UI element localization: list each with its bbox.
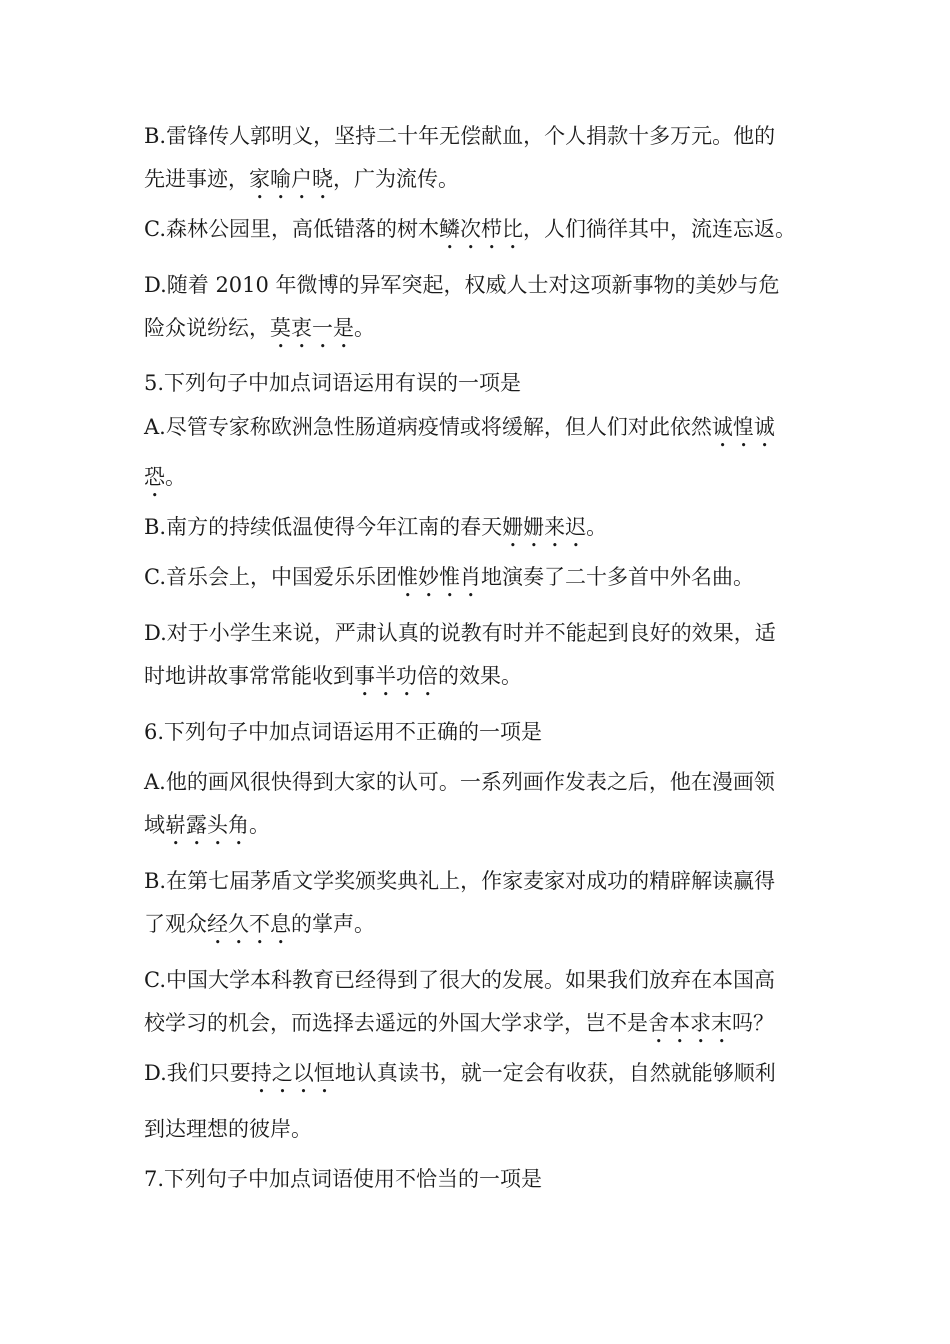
emphasized-idiom: 事半功倍 [354,664,438,688]
text-line: D.对于小学生来说，严肃认真的说教有时并不能起到良好的效果，适 [144,621,776,645]
text-line: C.音乐会上，中国爱乐乐团惟妙惟肖地演奏了二十多首中外名曲。 [144,565,754,589]
text-line: C.中国大学本科教育已经得到了很大的发展。如果我们放弃在本国高 [144,968,775,992]
emphasized-idiom: 家喻户晓 [249,167,333,191]
emphasized-idiom: 恐 [144,465,165,489]
question-heading: 5.下列句子中加点词语运用有误的一项是 [144,371,522,395]
emphasized-idiom: 持之以恒 [250,1061,335,1085]
text-line: D.我们只要持之以恒地认真读书，就一定会有收获，自然就能够顺利 [144,1061,776,1085]
question-heading: 7.下列句子中加点词语使用不恰当的一项是 [144,1167,543,1191]
emphasized-idiom: 舍本求末 [648,1011,732,1035]
emphasized-idiom: 鳞次栉比 [439,217,523,241]
text-line: 先进事迹，家喻户晓，广为流传。 [144,167,459,191]
text-line: B.南方的持续低温使得今年江南的春天姗姗来迟。 [144,515,608,539]
emphasized-idiom: 姗姗来迟 [502,515,587,539]
text-line: 域崭露头角。 [144,813,270,837]
text-line: D.随着 2010 年微博的异军突起，权威人士对这项新事物的美妙与危 [144,273,780,297]
text-line: 时地讲故事常常能收到事半功倍的效果。 [144,664,522,688]
emphasized-idiom: 诚惶诚 [711,415,775,439]
text-line: 险众说纷纭，莫衷一是。 [144,316,375,340]
text-line: C.森林公园里，高低错落的树木鳞次栉比，人们徜徉其中，流连忘返。 [144,217,796,241]
text-line: 了观众经久不息的掌声。 [144,912,375,936]
text-line: 到达理想的彼岸。 [144,1117,312,1141]
text-line: 校学习的机会，而选择去遥远的外国大学求学，岂不是舍本求末吗？ [144,1011,774,1035]
text-line: A.他的画风很快得到大家的认可。一系列画作发表之后，他在漫画领 [144,770,775,794]
emphasized-idiom: 经久不息 [207,912,291,936]
emphasized-idiom: 莫衷一是 [270,316,354,340]
text-line: B.雷锋传人郭明义，坚持二十年无偿献血，个人捐款十多万元。他的 [144,124,776,148]
emphasized-idiom: 惟妙惟肖 [397,565,481,589]
text-line: 恐。 [144,465,186,489]
text-line: B.在第七届茅盾文学奖颁奖典礼上，作家麦家对成功的精辟解读赢得 [144,869,776,893]
question-heading: 6.下列句子中加点词语运用不正确的一项是 [144,720,543,744]
text-line: A.尽管专家称欧洲急性肠道病疫情或将缓解，但人们对此依然诚惶诚 [144,415,775,439]
emphasized-idiom: 崭露头角 [165,813,249,837]
